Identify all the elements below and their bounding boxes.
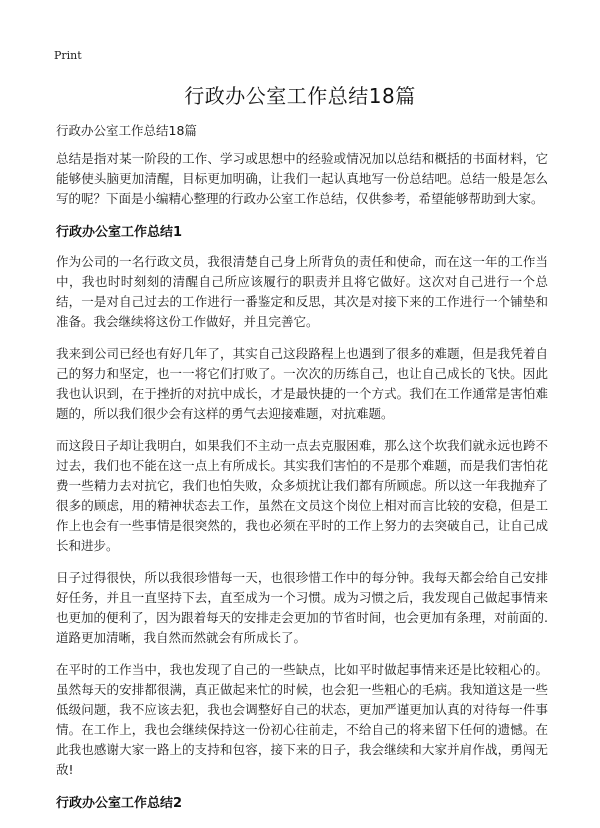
section-heading-1: 行政办公室工作总结1 bbox=[56, 225, 183, 240]
section-1-paragraph-1: 作为公司的一名行政文员，我很清楚自己身上所背负的责任和使命，而在这一年的工作当中，我也时时刻刻的清醒自己所应该履行的职责并且将它做好。这次对自己进行一个总结，一是对自己过去的工作进行一番鉴定和反思，其次是对接下来的工作进行一个铺垫和准备。我会继续将这份工作做好，并且完善它。 bbox=[56, 254, 548, 329]
page-title: 行政办公室工作总结18篇 bbox=[184, 84, 416, 108]
section-1-paragraph-5: 在平时的工作当中，我也发现了自己的一些缺点，比如平时做起事情来还是比较粗心的。虽然每天的安排都很满，真正做起来忙的时候，也会犯一些粗心的毛病。我知道这是一些低级问题，我不应该去犯，我也会调整好自己的状态，更加严谨更加认真的对待每一件事情。在工作上，我也会继续保持这一份初心往前走，不给自己的将来留下任何的遗憾。在此我也感谢大家一路上的支持和包容，接下来的日子，我会继续和大家并肩作战，勇闯无敌! bbox=[56, 662, 548, 777]
section-1-paragraph-3: 而这段日子却让我明白，如果我们不主动一点去克服困难，那么这个坎我们就永远也跨不过去，我们也不能在这一点上有所成长。其实我们害怕的不是那个难题，而是我们害怕花费一些精力去对抗它，我们也怕失败，众多烦扰让我们都有所顾虑。所以这一年我抛弃了很多的顾虑，用的精神状态去工作，虽然在文员这个岗位上相对而言比较的安稳，但是工作上也会有一些事情是很突然的，我也必须在平时的工作上努力的去突破自己，让自己成长和进步。 bbox=[56, 438, 548, 553]
document-subtitle: 行政办公室工作总结18篇 bbox=[56, 123, 197, 138]
print-link[interactable]: Print bbox=[54, 49, 82, 62]
document-body bbox=[56, 149, 548, 823]
section-1-paragraph-2: 我来到公司已经也有好几年了，其实自己这段路程上也遇到了很多的难题，但是我凭着自己的努力和坚定，也一一将它们打败了。一次次的历练自己，也让自己成长的飞快。因此我也认识到，在于挫折的对抗中成长，才是最快捷的一个方式。我们在工作通常是害怕难题的，所以我们很少会有这样的勇气去迎接难题，对抗难题。 bbox=[56, 346, 548, 421]
intro-paragraph: 总结是指对某一阶段的工作、学习或思想中的经验或情况加以总结和概括的书面材料，它能够使头脑更加清醒，目标更加明确，让我们一起认真地写一份总结吧。总结一般是怎么写的呢？下面是小编精心整理的行政办公室工作总结，仅供参考，希望能够帮助到大家。 bbox=[56, 151, 548, 206]
section-heading-2: 行政办公室工作总结2 bbox=[56, 796, 183, 811]
section-1-paragraph-4: 日子过得很快，所以我很珍惜每一天，也很珍惜工作中的每分钟。我每天都会给自己安排好任务，并且一直坚持下去，直至成为一个习惯。成为习惯之后，我发现自己做起事情来也更加的便利了，因为跟着每天的安排走会更加的节省时间，也会更加有条理，对前面的.道路更加清晰，我自然而然就会有所成长了。 bbox=[56, 570, 548, 645]
